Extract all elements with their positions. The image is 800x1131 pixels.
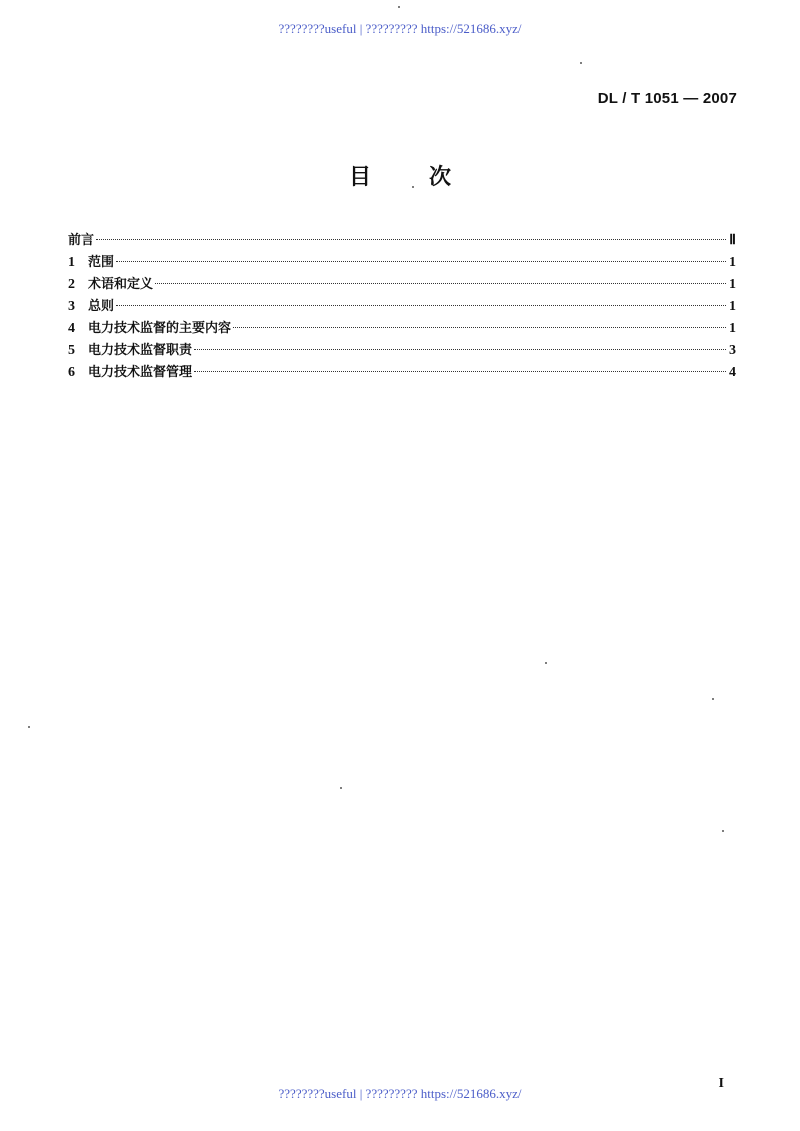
watermark-top: ????????useful | ????????? https://521686.xyz/ (278, 21, 522, 36)
scan-speck (28, 726, 30, 728)
toc-entry-page: 1 (729, 321, 736, 336)
scan-speck (412, 186, 414, 188)
toc-entry-management[interactable] (68, 362, 736, 384)
toc-entry-page: 1 (729, 299, 736, 314)
toc-leader-dots (96, 239, 726, 240)
toc-entry-number: 5 (68, 343, 75, 358)
toc-entry-number: 1 (68, 255, 75, 270)
toc-entry-title: 电力技术监督的主要内容 (88, 321, 232, 336)
toc-entry-page: Ⅱ (729, 233, 736, 248)
table-of-contents (68, 230, 736, 384)
toc-leader-dots (233, 327, 726, 328)
toc-entry-title: 术语和定义 (88, 277, 154, 292)
scan-speck (398, 6, 400, 8)
toc-entry-main-content[interactable] (68, 318, 736, 340)
scan-speck (580, 62, 582, 64)
toc-entry-title: 范围 (88, 255, 115, 270)
toc-entry-title: 电力技术监督职责 (88, 343, 193, 358)
toc-entry-scope[interactable] (68, 252, 736, 274)
toc-leader-dots (194, 349, 726, 350)
scan-speck (712, 698, 714, 700)
standard-code: DL / T 1051 — 2007 (597, 90, 737, 107)
title-char-1: 目 (348, 165, 371, 190)
toc-entry-number: 4 (68, 321, 75, 336)
scan-speck (545, 662, 547, 664)
toc-entry-page: 4 (729, 365, 736, 380)
watermark-bottom: ????????useful | ????????? https://521686.xyz/ (278, 1086, 522, 1101)
toc-entry-number: 3 (68, 299, 75, 314)
page-number: I (718, 1076, 724, 1091)
toc-entry-page: 3 (729, 343, 736, 358)
toc-entry-foreword[interactable] (68, 230, 736, 252)
toc-leader-dots (116, 261, 726, 262)
toc-entry-terms[interactable] (68, 274, 736, 296)
toc-entry-page: 1 (729, 277, 736, 292)
toc-entry-responsibilities[interactable] (68, 340, 736, 362)
toc-entry-number: 6 (68, 365, 75, 380)
scan-speck (722, 830, 724, 832)
toc-entry-page: 1 (729, 255, 736, 270)
toc-entry-number: 2 (68, 277, 75, 292)
toc-entry-title: 前言 (68, 233, 95, 248)
toc-leader-dots (116, 305, 726, 306)
toc-entry-title: 电力技术监督管理 (88, 365, 193, 380)
toc-leader-dots (194, 371, 726, 372)
toc-leader-dots (155, 283, 726, 284)
toc-entry-title: 总则 (88, 299, 115, 314)
page-title (0, 160, 800, 191)
scan-speck (340, 787, 342, 789)
title-char-2: 次 (429, 165, 452, 190)
toc-entry-general[interactable] (68, 296, 736, 318)
